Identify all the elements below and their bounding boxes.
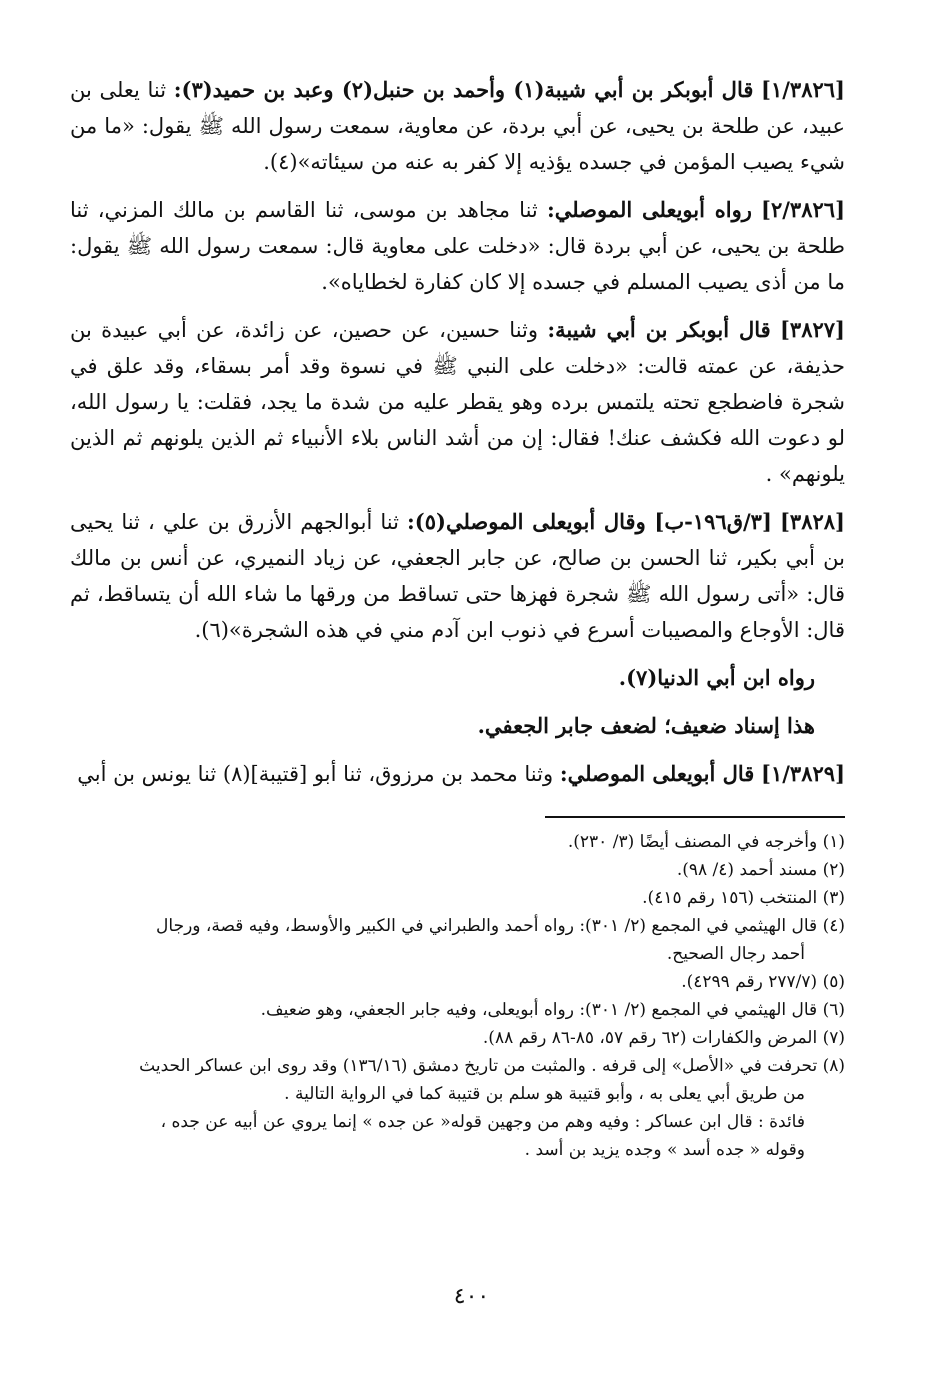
footnote: (٥) (٢٧٧/٧ رقم ٤٢٩٩). (681, 971, 845, 992)
hadith-lead: قال أبوبكر بن أبي شيبة(١) وأحمد بن حنبل(٢) وعبد بن حميد(٣): (173, 77, 754, 102)
footnote: (٦) قال الهيثمي في المجمع (٢/ ٣٠١): رواه أبويعلى، وفيه جابر الجعفي، وهو ضعيف. (260, 999, 845, 1020)
footnote: (٢) مسند أحمد (٤/ ٩٨). (676, 859, 845, 880)
hadith-text: ثنا مجاهد بن موسى، ثنا القاسم بن مالك المزني، ثنا طلحة بن يحيى، عن أبي بردة قال: «دخلت على معاوية قال: سمعت رسول الله ﷺ يقول: ما من أذى يصيب المسلم في جسده إلا كان كفارة لخطاياه». (70, 198, 845, 294)
hadith-lead: قال أبوبكر بن أبي شيبة: (547, 317, 771, 342)
hadith-text: ثنا يعلى بن عبيد، عن طلحة بن يحيى، عن أبي بردة، عن معاوية، سمعت رسول الله ﷺ يقول: «ما من شيء يصيب المؤمن في جسده يؤذيه إلا كفر به عنه من سيئاته»(٤). (70, 78, 845, 174)
hadith-lead: رواه أبويعلى الموصلي: (546, 197, 752, 222)
footnote: (١) وأخرجه في المصنف أيضًا (٣/ ٢٣٠). (567, 831, 845, 852)
page-number: ٤٠٠ (453, 1284, 490, 1309)
footnote-continuation: من طريق أبي يعلى به ، وأبو قتيبة هو سلم بن قتيبة كما في الرواية التالية . (284, 1083, 805, 1104)
hadith-text: ثنا أبوالجهم الأزرق بن علي ، ثنا يحيى بن أبي بكير، ثنا الحسن بن صالح، عن جابر الجعفي، عن زياد النميري، عن أنس بن مالك قال: «أتى رسول الله ﷺ شجرة فهزها حتى تساقط من ورقها ما شاء الله أن يتساقط، ثم قال: الأوجاع والمصيبات أسرع في ذنوب ابن آدم مني في هذه الشجرة»(٦). (70, 510, 845, 642)
hadith-paragraph-2 (70, 192, 845, 300)
hadith-number: [٢/٣٨٢٦] (761, 197, 845, 222)
footnote-continuation: فائدة : قال ابن عساكر : وفيه وهم من وجهين قوله« عن جده » إنما يروي عن أبيه عن جده ، (160, 1111, 805, 1132)
grading-note: هذا إسناد ضعيف؛ لضعف جابر الجعفي. (477, 713, 815, 738)
hadith-lead: قال أبويعلى الموصلي: (559, 761, 755, 786)
narration-note: رواه ابن أبي الدنيا(٧). (618, 665, 815, 690)
footnote: (٤) قال الهيثمي في المجمع (٢/ ٣٠١): رواه أحمد والطبراني في الكبير والأوسط، وفيه قصة، ورجال (156, 915, 845, 936)
hadith-number: [١/٣٨٢٦] (761, 77, 845, 102)
hadith-paragraph-3 (70, 312, 845, 492)
hadith-number: [٣٨٢٧] (779, 317, 845, 342)
hadith-paragraph-5 (70, 756, 845, 792)
hadith-text: وثنا حسين، عن حصين، عن زائدة، عن أبي عبيدة بن حذيفة، عن عمته قالت: «دخلت على النبي ﷺ في نسوة وقد أمر بسقاء، وقد علق في شجرة فاضطجع تحته يلتمس برده وهو يقطر عليه من شدة ما يجد، فقلت: يا رسول الله، لو دعوت الله فكشف عنك! فقال: إن من أشد الناس بلاء الأنبياء ثم الذين يلونهم ثم الذين يلونهم» . (70, 318, 845, 486)
hadith-paragraph-4 (70, 504, 845, 648)
hadith-paragraph-1 (70, 72, 845, 180)
footnote: (٧) المرض والكفارات (٦٢ رقم ٥٧، ٨٥-٨٦ رقم ٨٨). (482, 1027, 845, 1048)
hadith-number: [٣٨٢٨] (779, 509, 845, 534)
footnote-divider (545, 816, 845, 818)
footnote-continuation: أحمد رجال الصحيح. (666, 943, 805, 964)
footnote-continuation: وقوله « جده أسد » وجده يزيد بن أسد . (524, 1139, 805, 1160)
footnotes (70, 828, 845, 1164)
footnote: (٨) تحرفت في «الأصل» إلى قرفه . والمثبت من تاريخ دمشق (١٣٦/١٦) وقد روى ابن عساكر الحديث (139, 1055, 845, 1076)
hadith-number: [١/٣٨٢٩] (761, 761, 845, 786)
footnote: (٣) المنتخب (١٥٦ رقم ٤١٥). (642, 887, 845, 908)
hadith-text: وثنا محمد بن مرزوق، ثنا أبو [قتيبة](٨) ثنا يونس بن أبي (77, 762, 554, 786)
hadith-lead: [٣/ق١٩٦-ب] وقال أبويعلى الموصلي(٥): (407, 509, 772, 534)
